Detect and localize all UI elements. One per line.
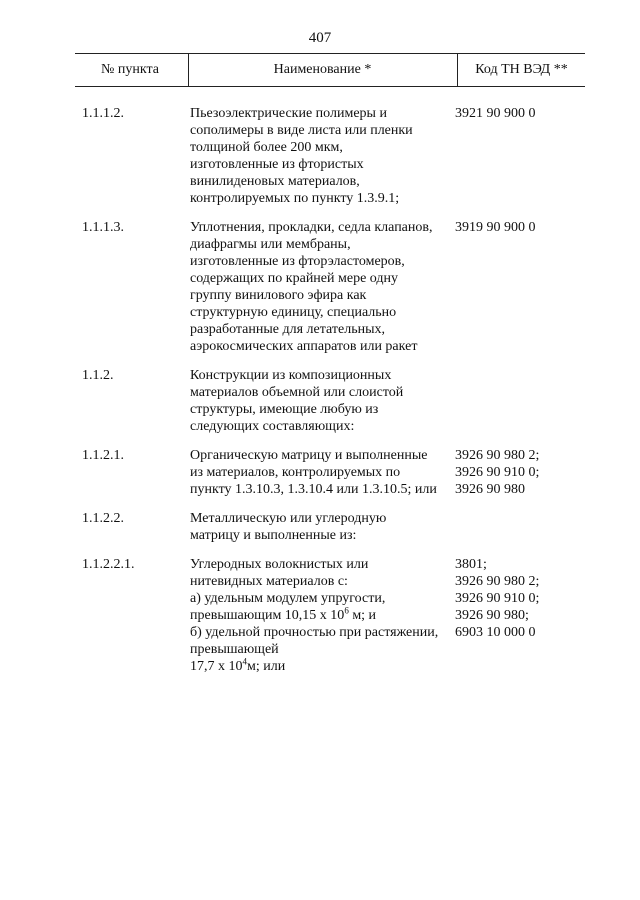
code-line: 3926 90 980	[455, 482, 525, 497]
name-line: структуры, имеющие любую из	[190, 402, 379, 417]
name-line: матрицу и выполненные из:	[190, 528, 357, 543]
code-line: 3926 90 980 2;	[455, 574, 540, 589]
name-line: Металлическую или углеродную	[190, 511, 387, 526]
name-line: толщиной более 200 мкм,	[190, 140, 343, 155]
table-row	[0, 367, 640, 435]
name-line: разработанные для летательных,	[190, 322, 385, 337]
row-code	[455, 105, 590, 122]
name-line: винилиденовых материалов,	[190, 174, 360, 189]
name-line: Уплотнения, прокладки, седла клапанов,	[190, 220, 433, 235]
table-row	[0, 105, 640, 207]
row-name	[190, 105, 452, 207]
table-body	[0, 105, 640, 687]
row-name	[190, 447, 452, 498]
name-line: сополимеры в виде листа или пленки	[190, 123, 413, 138]
table-row	[0, 510, 640, 544]
name-line: диафрагмы или мембраны,	[190, 237, 351, 252]
modulus-suffix: м; и	[348, 608, 377, 623]
strength-suffix: м; или	[247, 659, 286, 674]
name-line	[190, 658, 452, 675]
header-name: Наименование *	[273, 62, 372, 77]
header-column-divider	[188, 53, 189, 86]
name-line: а) удельным модулем упругости,	[190, 591, 386, 606]
name-line: группу винилового эфира как	[190, 288, 367, 303]
strength-text: 17,7 х 10	[190, 659, 243, 674]
name-line: пункту 1.3.10.3, 1.3.10.4 или 1.3.10.5; или	[190, 482, 437, 497]
name-line: аэрокосмических аппаратов или ракет	[190, 339, 418, 354]
table-row	[0, 447, 640, 498]
row-name	[190, 219, 452, 355]
code-line: 3926 90 910 0;	[455, 591, 540, 606]
row-number: 1.1.1.2.	[82, 106, 124, 121]
name-line: Пьезоэлектрические полимеры и	[190, 106, 387, 121]
modulus-exponent: 6	[344, 605, 349, 616]
table-top-rule	[75, 53, 585, 54]
code-line: 3921 90 900 0	[455, 106, 536, 121]
header-number: № пункта	[101, 62, 159, 77]
row-code	[455, 219, 590, 236]
strength-exponent: 4	[242, 656, 247, 667]
name-line: Конструкции из композиционных	[190, 368, 392, 383]
code-line: 3926 90 910 0;	[455, 465, 540, 480]
code-line: 6903 10 000 0	[455, 625, 536, 640]
name-line: б) удельной прочностью при растяжении,	[190, 625, 439, 640]
name-line: контролируемых по пункту 1.3.9.1;	[190, 191, 400, 206]
row-number: 1.1.1.3.	[82, 220, 124, 235]
row-number: 1.1.2.1.	[82, 448, 124, 463]
table-header-rule	[75, 86, 585, 87]
name-line: материалов объемной или слоистой	[190, 385, 404, 400]
page-number: 407	[308, 30, 332, 46]
header-code: Код ТН ВЭД **	[475, 62, 568, 77]
row-number: 1.1.2.	[82, 368, 114, 383]
row-name	[190, 510, 452, 544]
row-number: 1.1.2.2.	[82, 511, 124, 526]
name-line: Углеродных волокнистых или	[190, 557, 369, 572]
name-line: из материалов, контролируемых по	[190, 465, 401, 480]
row-number: 1.1.2.2.1.	[82, 557, 135, 572]
name-line: структурную единицу, специально	[190, 305, 397, 320]
name-line: нитевидных материалов с:	[190, 574, 348, 589]
table-row	[0, 556, 640, 675]
row-code	[455, 556, 590, 641]
table-row	[0, 219, 640, 355]
name-line: изготовленные из фтористых	[190, 157, 364, 172]
code-line: 3801;	[455, 557, 487, 572]
row-name	[190, 556, 452, 675]
row-name	[190, 367, 452, 435]
name-line: Органическую матрицу и выполненные	[190, 448, 428, 463]
name-line: следующих составляющих:	[190, 419, 355, 434]
name-line: превышающей	[190, 642, 279, 657]
modulus-text: превышающим 10,15 х 10	[190, 608, 345, 623]
code-line: 3926 90 980;	[455, 608, 529, 623]
name-line	[190, 607, 452, 624]
name-line: изготовленные из фторэластомеров,	[190, 254, 405, 269]
code-line: 3919 90 900 0	[455, 220, 536, 235]
code-line: 3926 90 980 2;	[455, 448, 540, 463]
row-code	[455, 447, 590, 498]
name-line: содержащих по крайней мере одну	[190, 271, 399, 286]
